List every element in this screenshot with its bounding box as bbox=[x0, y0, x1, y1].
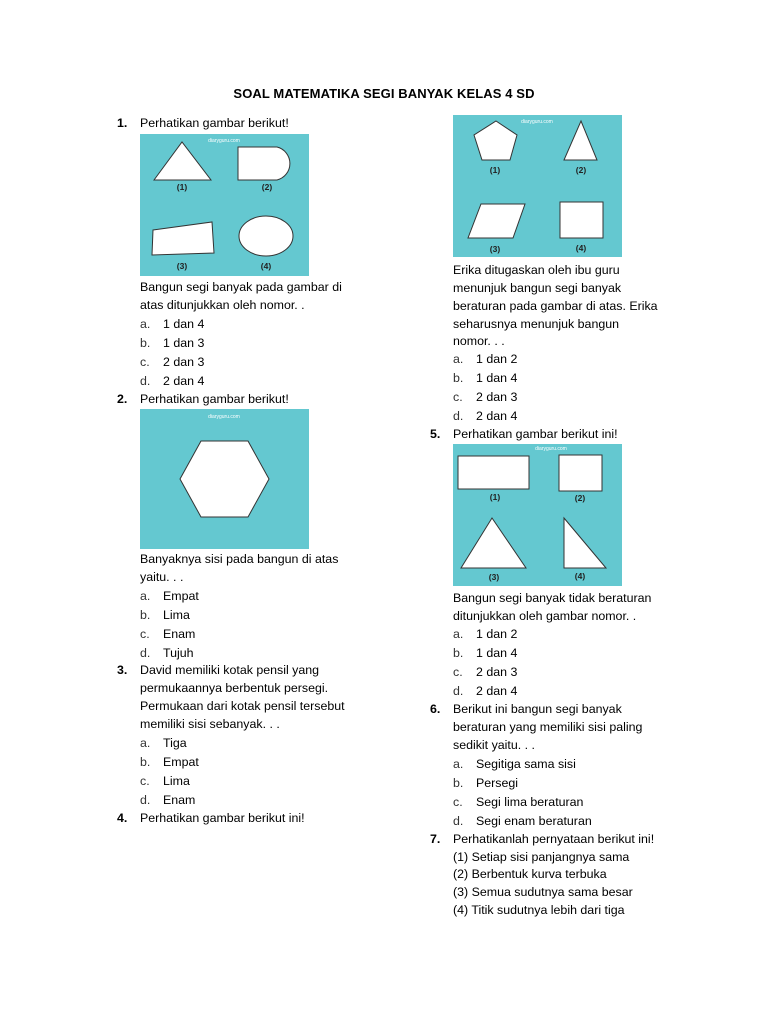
option-text: Tujuh bbox=[163, 646, 194, 660]
option-text: 1 dan 2 bbox=[476, 627, 518, 641]
option-letter: c. bbox=[140, 355, 150, 369]
question-1-figure bbox=[140, 134, 309, 276]
figure-label-3: (3) bbox=[489, 244, 501, 254]
question-1-text: Bangun segi banyak pada gambar di bbox=[140, 280, 342, 294]
statement-item: (2) Berbentuk kurva terbuka bbox=[453, 867, 607, 881]
watermark-text: diaryguru.com bbox=[208, 414, 240, 420]
option-text: 1 dan 3 bbox=[163, 336, 205, 350]
square-shape bbox=[559, 455, 602, 491]
figure-label-4: (4) bbox=[260, 261, 272, 271]
option-letter: d. bbox=[140, 374, 151, 388]
question-5-figure bbox=[453, 444, 622, 586]
figure-label-2: (2) bbox=[261, 182, 273, 192]
question-1-prompt: Perhatikan gambar berikut! bbox=[140, 116, 289, 130]
option-letter: b. bbox=[140, 336, 151, 350]
statement-item: (4) Titik sudutnya lebih dari tiga bbox=[453, 903, 625, 917]
figure-label-1: (1) bbox=[489, 492, 501, 502]
option-letter: a. bbox=[140, 589, 151, 603]
option-text: 2 dan 3 bbox=[476, 665, 518, 679]
option-text: Tiga bbox=[163, 736, 187, 750]
question-5-text: ditunjukkan oleh gambar nomor. . bbox=[453, 609, 637, 623]
question-4-number: 4. bbox=[117, 811, 128, 825]
option-letter: d. bbox=[453, 409, 464, 423]
question-2-text: Banyaknya sisi pada bangun di atas bbox=[140, 552, 339, 566]
watermark-text: diaryguru.com bbox=[208, 138, 240, 144]
question-3-number: 3. bbox=[117, 663, 128, 677]
figure-label-4: (4) bbox=[574, 571, 586, 581]
triangle-shape bbox=[564, 121, 597, 160]
option-letter: c. bbox=[453, 795, 463, 809]
option-letter: c. bbox=[453, 390, 463, 404]
figure-label-2: (2) bbox=[575, 165, 587, 175]
question-2-prompt: Perhatikan gambar berikut! bbox=[140, 392, 289, 406]
question-1-text: atas ditunjukkan oleh nomor. . bbox=[140, 298, 305, 312]
question-3-text: memiliki sisi sebanyak. . . bbox=[140, 717, 280, 731]
question-6-text: sedikit yaitu. . . bbox=[453, 738, 535, 752]
option-letter: b. bbox=[140, 608, 151, 622]
watermark-text: diaryguru.com bbox=[535, 446, 567, 452]
square-shape bbox=[560, 202, 603, 238]
question-2-number: 2. bbox=[117, 392, 128, 406]
option-text: Empat bbox=[163, 755, 199, 769]
question-4-text: nomor. . . bbox=[453, 334, 505, 348]
ellipse-shape bbox=[239, 216, 293, 256]
option-letter: c. bbox=[140, 774, 150, 788]
option-letter: d. bbox=[140, 793, 151, 807]
trapezoid-shape bbox=[152, 222, 214, 255]
option-text: 1 dan 4 bbox=[476, 646, 518, 660]
option-text: 2 dan 3 bbox=[476, 390, 518, 404]
hexagon-shape bbox=[180, 441, 269, 517]
pentagon-shape bbox=[474, 121, 517, 160]
semicircle-rect-shape bbox=[238, 147, 290, 180]
triangle-shape bbox=[154, 142, 211, 180]
figure-label-3: (3) bbox=[176, 261, 188, 271]
question-2-text: yaitu. . . bbox=[140, 570, 184, 584]
question-5-text: Bangun segi banyak tidak beraturan bbox=[453, 591, 652, 605]
option-text: Segi enam beraturan bbox=[476, 814, 592, 828]
triangle-shape bbox=[461, 518, 526, 568]
figure-label-4: (4) bbox=[575, 243, 587, 253]
question-5-prompt: Perhatikan gambar berikut ini! bbox=[453, 427, 618, 441]
question-6-number: 6. bbox=[430, 702, 441, 716]
option-letter: d. bbox=[453, 684, 464, 698]
question-4-figure bbox=[453, 115, 622, 257]
option-letter: d. bbox=[140, 646, 151, 660]
option-letter: b. bbox=[453, 776, 464, 790]
option-text: 1 dan 4 bbox=[476, 371, 518, 385]
option-letter: a. bbox=[140, 317, 151, 331]
option-letter: c. bbox=[140, 627, 150, 641]
option-letter: c. bbox=[453, 665, 463, 679]
question-4-text: menunjuk bangun segi banyak bbox=[453, 281, 622, 295]
question-5-number: 5. bbox=[430, 427, 441, 441]
question-6-text: Berikut ini bangun segi banyak bbox=[453, 702, 622, 716]
option-text: 2 dan 4 bbox=[476, 684, 518, 698]
option-text: 2 dan 4 bbox=[163, 374, 205, 388]
rectangle-shape bbox=[458, 456, 529, 489]
question-4-text: seharusnya menunjuk bangun bbox=[453, 317, 620, 331]
right-triangle-shape bbox=[564, 518, 606, 568]
statement-item: (1) Setiap sisi panjangnya sama bbox=[453, 850, 630, 864]
question-3-text: Permukaan dari kotak pensil tersebut bbox=[140, 699, 345, 713]
question-3-text: permukaannya berbentuk persegi. bbox=[140, 681, 329, 695]
option-text: 2 dan 3 bbox=[163, 355, 205, 369]
question-7-prompt: Perhatikanlah pernyataan berikut ini! bbox=[453, 832, 655, 846]
question-6-text: beraturan yang memiliki sisi paling bbox=[453, 720, 643, 734]
question-7-number: 7. bbox=[430, 832, 441, 846]
statement-item: (3) Semua sudutnya sama besar bbox=[453, 885, 633, 899]
parallelogram-shape bbox=[468, 204, 525, 238]
page-title: SOAL MATEMATIKA SEGI BANYAK KELAS 4 SD bbox=[233, 86, 535, 101]
option-letter: b. bbox=[140, 755, 151, 769]
option-letter: a. bbox=[453, 352, 464, 366]
option-text: 1 dan 4 bbox=[163, 317, 205, 331]
option-text: 1 dan 2 bbox=[476, 352, 518, 366]
question-1-number: 1. bbox=[117, 116, 128, 130]
option-letter: a. bbox=[453, 757, 464, 771]
option-letter: b. bbox=[453, 371, 464, 385]
option-letter: d. bbox=[453, 814, 464, 828]
question-4-text: beraturan pada gambar di atas. Erika bbox=[453, 299, 658, 313]
option-letter: a. bbox=[140, 736, 151, 750]
option-text: Segi lima beraturan bbox=[476, 795, 584, 809]
figure-label-3: (3) bbox=[488, 572, 500, 582]
option-text: Enam bbox=[163, 793, 196, 807]
option-text: Persegi bbox=[476, 776, 519, 790]
figure-label-1: (1) bbox=[489, 165, 501, 175]
option-text: Lima bbox=[163, 608, 190, 622]
option-text: 2 dan 4 bbox=[476, 409, 518, 423]
figure-label-2: (2) bbox=[574, 493, 586, 503]
question-3-text: David memiliki kotak pensil yang bbox=[140, 663, 320, 677]
question-4-prompt: Perhatikan gambar berikut ini! bbox=[140, 811, 305, 825]
question-4-text: Erika ditugaskan oleh ibu guru bbox=[453, 263, 620, 277]
watermark-text: diaryguru.com bbox=[521, 119, 553, 125]
option-letter: a. bbox=[453, 627, 464, 641]
option-text: Segitiga sama sisi bbox=[476, 757, 576, 771]
option-text: Empat bbox=[163, 589, 199, 603]
option-text: Lima bbox=[163, 774, 190, 788]
question-2-figure bbox=[140, 409, 309, 549]
option-letter: b. bbox=[453, 646, 464, 660]
option-text: Enam bbox=[163, 627, 196, 641]
figure-label-1: (1) bbox=[176, 182, 188, 192]
